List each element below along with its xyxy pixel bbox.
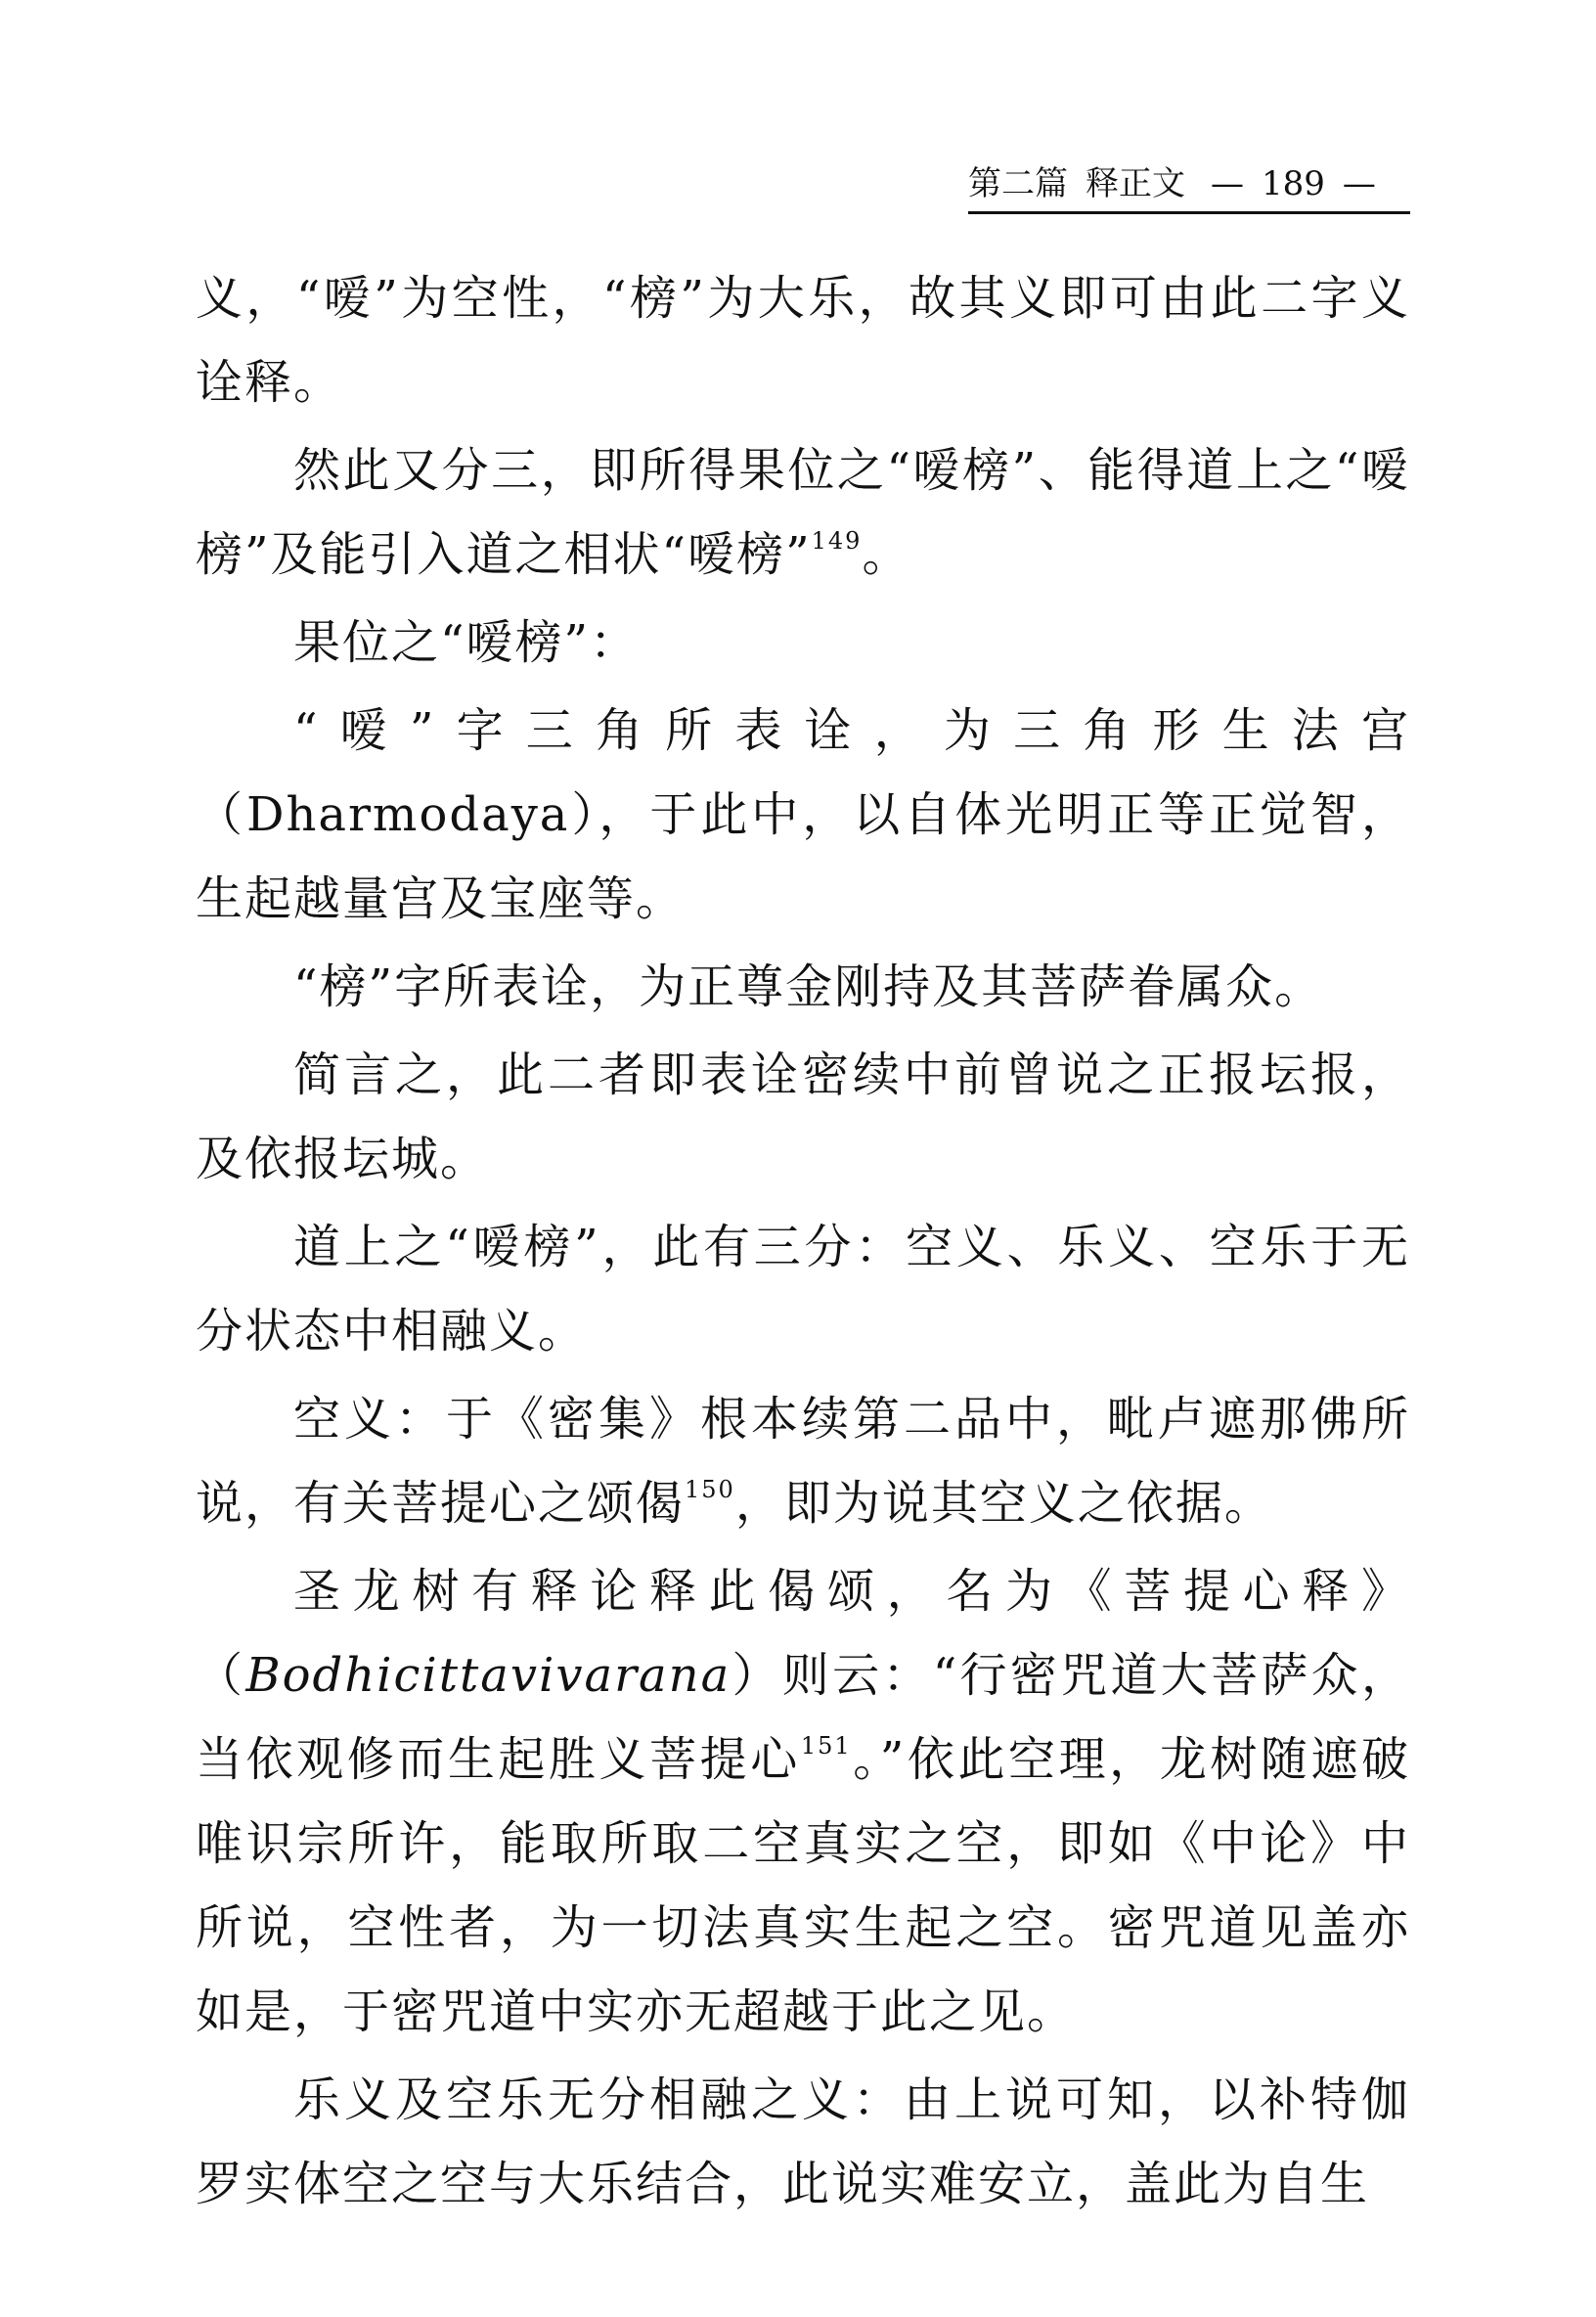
- paragraph-3: [196, 601, 1410, 685]
- paragraph-text-tail: 。: [862, 527, 911, 582]
- paragraph-text: “嗳”字三角所表诠，为三角形生法宫（Dharmodaya），于此中，以自体光明正等正觉智，生起越量宫及宝座等。: [196, 703, 1410, 926]
- paragraph-10: [196, 2058, 1410, 2226]
- paragraph-7: [196, 1205, 1410, 1373]
- paragraph-text: 乐义及空乐无分相融之义：由上说可知，以补特伽罗实体空之空与大乐结合，此说实难安立，盖此为自生: [196, 2072, 1410, 2211]
- header-dash-left: —: [1211, 164, 1244, 203]
- page-number: 189: [1262, 164, 1325, 203]
- running-header: [968, 161, 1408, 206]
- body-text: [196, 256, 1410, 2230]
- paragraph-text: 果位之“嗳榜”：: [293, 615, 640, 670]
- header-dash-right: —: [1342, 164, 1376, 203]
- paragraph-text-tail: 。”依此空理，龙树随遮破唯识宗所许，能取所取二空真实之空，即如《中论》中所说，空性者，为一切法真实生起之空。密咒道见盖亦如是，于密咒道中实亦无超越于此之见。: [196, 1732, 1410, 2039]
- paragraph-text: 然此又分三，即所得果位之“嗳榜”、能得道上之“嗳榜”及能引入道之相状“嗳榜”: [196, 443, 1410, 582]
- paragraph-text: 空义：于《密集》根本续第二品中，毗卢遮那佛所说，有关菩提心之颂偈: [196, 1392, 1410, 1531]
- paragraph-text-mid: ）则云：“行密咒道大菩萨众，当依观修而生起胜义菩提心: [196, 1648, 1410, 1787]
- section-label: 释正文: [1086, 164, 1185, 203]
- header-rule: [968, 211, 1410, 214]
- paragraph-text: 义，“嗳”为空性，“榜”为大乐，故其义即可由此二字义诠释。: [196, 271, 1410, 410]
- paragraph-8: [196, 1377, 1410, 1545]
- italic-term: Bodhicittavivarana: [245, 1648, 732, 1703]
- paragraph-9: [196, 1549, 1410, 2054]
- paragraph-6: [196, 1033, 1410, 1201]
- paragraph-5: [196, 945, 1410, 1029]
- footnote-marker: 150: [685, 1476, 735, 1503]
- footnote-marker: 151: [800, 1732, 852, 1760]
- paragraph-text: 圣龙树有释论释此偈颂，名为《菩提心释》（: [196, 1564, 1410, 1703]
- paragraph-text: “榜”字所表诠，为正尊金刚持及其菩萨眷属众。: [293, 959, 1324, 1014]
- paragraph-2: [196, 428, 1410, 597]
- footnote-marker: 149: [811, 527, 863, 555]
- paragraph-text-tail: ，即为说其空义之依据。: [734, 1476, 1273, 1531]
- chapter-label: 第二篇: [968, 164, 1068, 203]
- paragraph-text: 简言之，此二者即表诠密续中前曾说之正报坛报，及依报坛城。: [196, 1047, 1410, 1186]
- paragraph-1: [196, 256, 1410, 424]
- paragraph-text: 道上之“嗳榜”，此有三分：空义、乐义、空乐于无分状态中相融义。: [196, 1220, 1410, 1359]
- paragraph-4: [196, 689, 1410, 941]
